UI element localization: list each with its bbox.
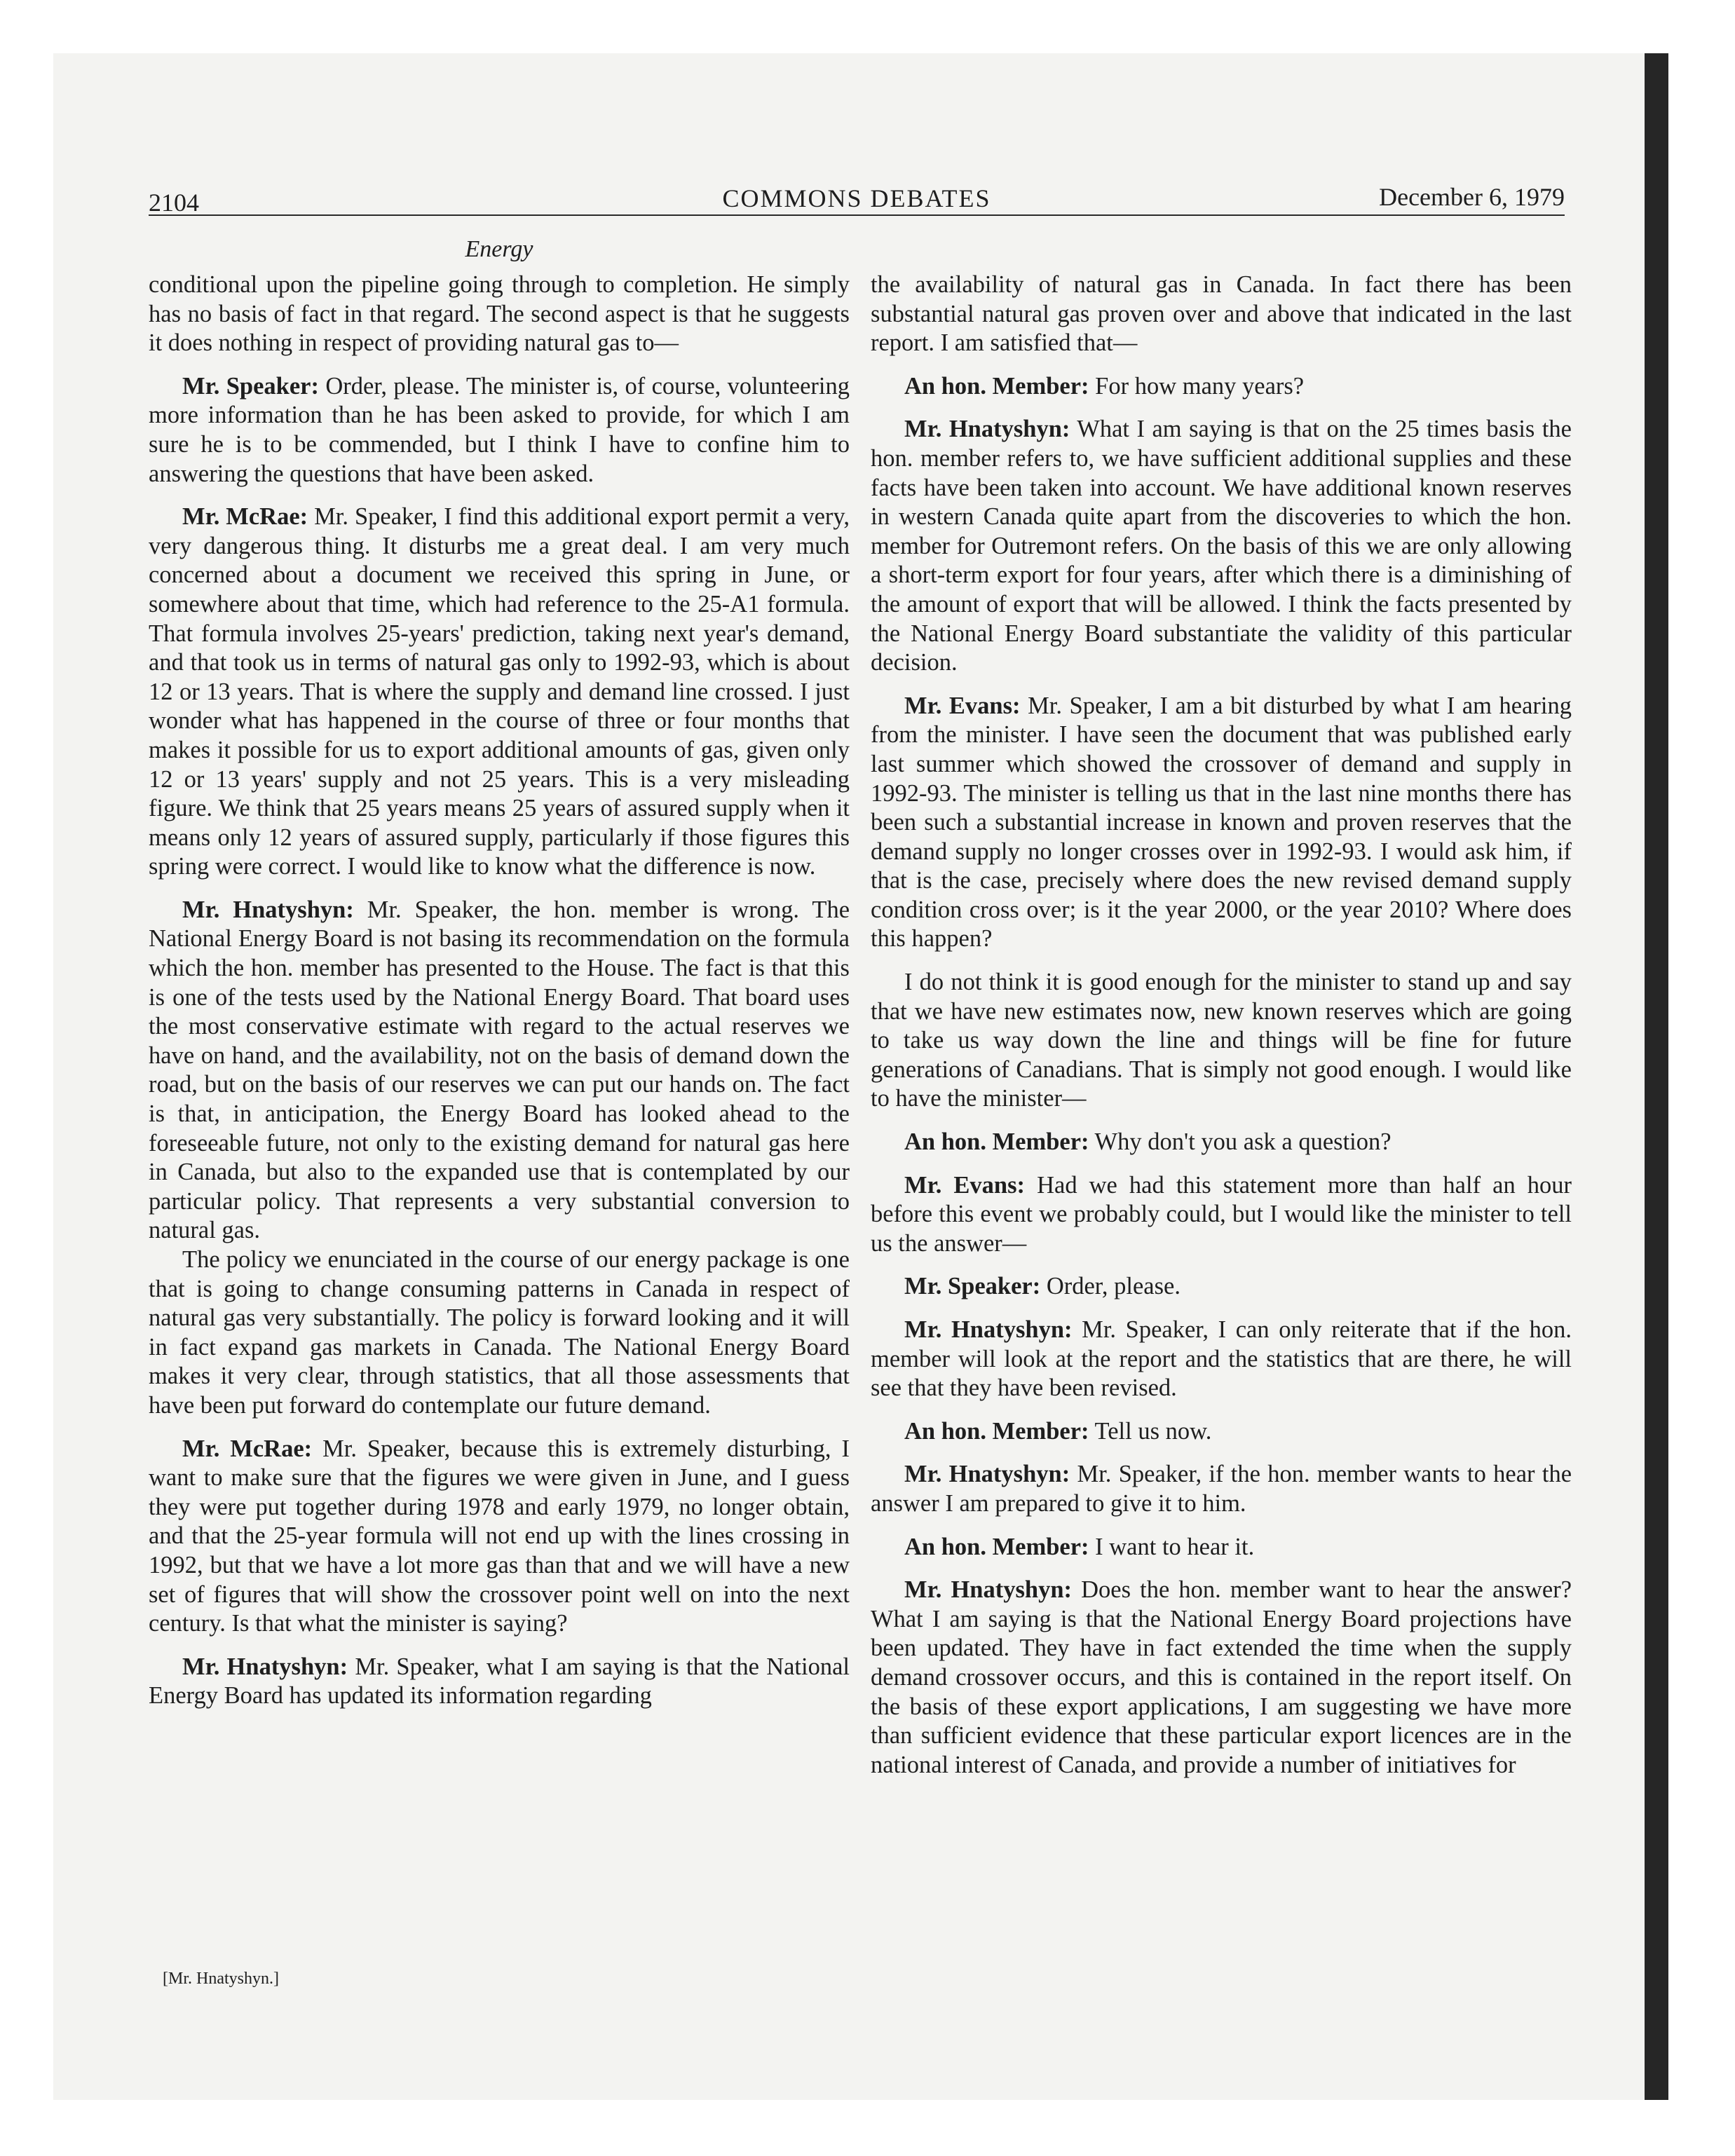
paragraph: Mr. Hnatyshyn: What I am saying is that on the 25 times basis the hon. member refers to, we have sufficient additional supplies and these facts have been taken into account. We have additional known reserves in western Canada quite apart from the discoveries to which the hon. member for Outremont refers. On the basis of this we are only allowing a short-term export for four years, after which there is a diminishing of the amount of export that will be allowed. I think the facts presented by the National Energy Board substantiate the validity of this particular decision. [871,416,1572,676]
paragraph: Mr. Hnatyshyn: Mr. Speaker, the hon. member is wrong. The National Energy Board is not basing its recommendation on the formula which the hon. member has presented to the House. The fact is that this is one of the tests used by the National Energy Board. That board uses the most conservative estimate with regard to the actual reserves we have on hand, and the availability, not on the basis of demand down the road, but on the basis of our reserves we can put our hands on. The fact is that, in anticipation, the Energy Board has looked ahead to the foreseeable future, not only to the existing demand for natural gas here in Canada, but also to the expanded use that is contemplated by our particular policy. That represents a very substantial conversion to natural gas. [149,896,850,1244]
scan-edge-bar [1645,53,1668,2100]
speaker-name: An hon. Member: [904,1533,1089,1560]
paragraph: Mr. Speaker: Order, please. [904,1273,1181,1300]
paragraph: An hon. Member: Why don't you ask a question? [904,1128,1392,1156]
page-header [149,179,1565,216]
speaker-name: Mr. Hnatyshyn: [904,1461,1070,1488]
speaker-name: Mr. Speaker: [904,1273,1041,1300]
speaker-name: An hon. Member: [904,1417,1089,1445]
paragraph: Mr. McRae: Mr. Speaker, I find this additional export permit a very, very dangerous thing. It disturbs me a great deal. I am very much concerned about a document we received this spring in June, or somewhere about that time, which had reference to the 25-A1 formula. That formula involves 25-years' prediction, taking next year's demand, and that took us in terms of natural gas only to 1992-93, which is about 12 or 13 years. That is where the supply and demand line crossed. I just wonder what has happened in the course of three or four months that makes it possible for us to export additional amounts of gas, given only 12 or 13 years' supply and not 25 years. This is a very misleading figure. We think that 25 years means 25 years of assured supply when it means only 12 years of assured supply, particularly if those figures this spring were correct. I would like to know what the difference is now. [149,503,850,880]
paragraph: conditional upon the pipeline going through to completion. He simply has no basis of fact in that regard. The second aspect is that he suggests it does nothing in respect of providing natural gas to— [149,271,850,357]
publication-title: COMMONS DEBATES [722,184,991,212]
paragraph: Mr. McRae: Mr. Speaker, because this is extremely disturbing, I want to make sure that the figures we were given in June, and I guess they were put together during 1978 and early 1979, no longer obtain, and that the 25-year formula will not end up with the lines crossing in 1992, but that we have a lot more gas than that and we will have a new set of figures that will show the crossover point well on into the next century. Is that what the minister is saying? [149,1435,850,1637]
paragraph: Mr. Evans: Mr. Speaker, I am a bit disturbed by what I am hearing from the minister. I have seen the document that was published early last summer which showed the crossover of demand and supply in 1992-93. The minister is telling us that in the last nine months there has been such a substantial increase in known and proven reserves that the demand supply no longer crosses over in 1992-93. I would ask him, if that is the case, precisely where does the new revised demand supply condition cross over; is it the year 2000, or the year 2010? Where does this happen? [871,692,1572,953]
paragraph: Mr. Hnatyshyn: Mr. Speaker, I can only reiterate that if the hon. member will look at the report and the statistics that are there, he will see that they have been revised. [871,1316,1572,1402]
speaker-name: An hon. Member: [904,1128,1089,1156]
speaker-name: Mr. Evans: [904,692,1021,719]
speaker-name: An hon. Member: [904,372,1089,400]
paragraph: Mr. Speaker: Order, please. The minister is, of course, volunteering more information than he has been asked to provide, for which I am sure he is to be commended, but I think I have to confine him to answering the questions that have been asked. [149,372,850,487]
speaker-name: Mr. Hnatyshyn: [904,1576,1073,1604]
speaker-name: Mr. McRae: [182,1435,313,1462]
paragraph: Mr. Hnatyshyn: Does the hon. member want to hear the answer? What I am saying is that the National Energy Board projections have been updated. They have in fact extended the time when the supply demand crossover occurs, and this is contained in the report itself. On the basis of these export applications, I am suggesting we have more than sufficient evidence that these particular export licences are in the national interest of Canada, and provide a number of initiatives for [871,1576,1572,1778]
paragraph: An hon. Member: Tell us now. [904,1417,1212,1445]
speaker-name: Mr. Hnatyshyn: [182,896,354,923]
section-title: Energy [465,236,533,262]
speaker-name: Mr. Evans: [904,1171,1026,1199]
paragraph: the availability of natural gas in Canada. In fact there has been substantial natural gas proven over and above that indicated in the last report. I am satisfied that— [871,271,1572,357]
paragraph: I do not think it is good enough for the minister to stand up and say that we have new estimates now, new known reserves which are going to take us way down the line and things will be fine for future generations of Canadians. That is simply not good enough. I would like to have the minister— [871,969,1572,1112]
paragraph: Mr. Hnatyshyn: Mr. Speaker, if the hon. member wants to hear the answer I am prepared to give it to him. [871,1461,1572,1517]
publication-date: December 6, 1979 [1379,183,1565,211]
right-column [871,271,1572,1780]
paragraph: An hon. Member: For how many years? [904,372,1305,400]
paragraph: An hon. Member: I want to hear it. [904,1533,1255,1560]
page-number: 2104 [149,189,199,217]
paragraph: Mr. Hnatyshyn: Mr. Speaker, what I am saying is that the National Energy Board has updated its information regarding [149,1653,850,1710]
paragraph: Mr. Evans: Had we had this statement more than half an hour before this event we probably could, but I would like the minister to tell us the answer— [871,1171,1572,1257]
speaker-name: Mr. McRae: [182,503,308,531]
speaker-name: Mr. Speaker: [182,372,319,400]
speaker-name: Mr. Hnatyshyn: [182,1653,348,1680]
left-column [149,271,850,1711]
speaker-name: Mr. Hnatyshyn: [904,1316,1073,1343]
paragraph: The policy we enunciated in the course of our energy package is one that is going to change consuming patterns in Canada in respect of natural gas very substantially. The policy is forward looking and it will in fact expand gas markets in Canada. The National Energy Board makes it very clear, through statistics, that all those assessments that have been put forward do contemplate our future demand. [149,1246,850,1419]
speaker-footnote: [Mr. Hnatyshyn.] [163,1970,279,1988]
speaker-name: Mr. Hnatyshyn: [904,416,1070,443]
